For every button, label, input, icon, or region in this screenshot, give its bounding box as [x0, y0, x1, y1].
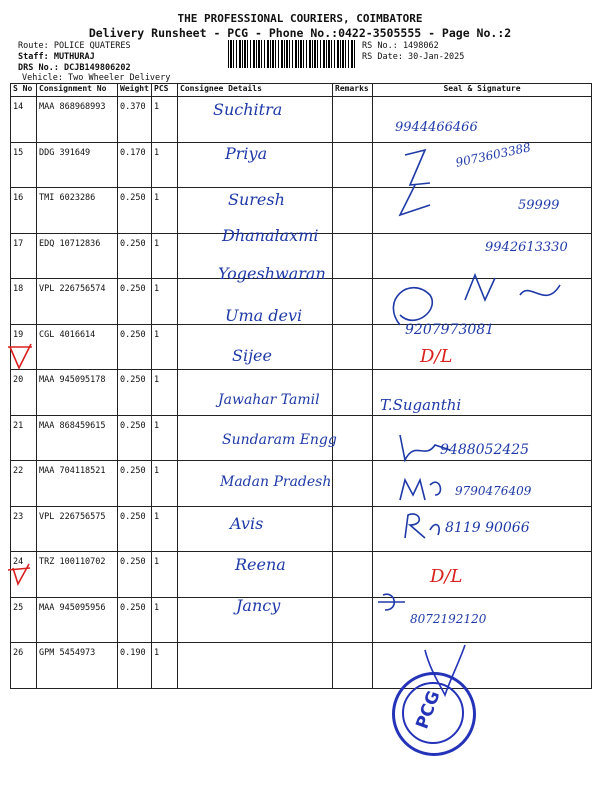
row-remarks	[333, 233, 373, 279]
row-sno: 17	[11, 233, 37, 279]
row-weight: 0.250	[118, 188, 152, 234]
row-consignment: TMI 6023286	[37, 188, 118, 234]
row-remarks	[333, 597, 373, 643]
handwritten-name: Reena	[235, 555, 286, 574]
row-sno: 14	[11, 97, 37, 143]
row-remarks	[333, 643, 373, 689]
col-weight: Weight	[118, 84, 152, 97]
handwritten-name: Avis	[230, 514, 264, 533]
row-consignment: MAA 945095178	[37, 370, 118, 416]
row-weight: 0.250	[118, 415, 152, 461]
row-consignment: MAA 945095956	[37, 597, 118, 643]
row-pcs: 1	[152, 142, 178, 188]
row-consignment: MAA 704118521	[37, 461, 118, 507]
handwritten-name: Suresh	[228, 190, 285, 209]
row-consignment: VPL 226756575	[37, 506, 118, 552]
row-weight: 0.250	[118, 279, 152, 325]
handwritten-signature: 9944466466	[395, 120, 478, 135]
row-consignment: EDQ 10712836	[37, 233, 118, 279]
row-sno: 21	[11, 415, 37, 461]
table-row	[11, 597, 592, 643]
handwritten-name: Madan Pradesh	[220, 474, 332, 490]
vehicle-line: Vehicle: Two Wheeler Delivery	[22, 73, 171, 83]
row-consignment: GPM 5454973	[37, 643, 118, 689]
row-pcs: 1	[152, 279, 178, 325]
row-remarks	[333, 552, 373, 598]
tick-mark-icon	[5, 562, 35, 587]
row-consignment: CGL 4016614	[37, 324, 118, 370]
row-consignment: MAA 868459615	[37, 415, 118, 461]
handwritten-name: Priya	[225, 144, 268, 163]
handwritten-signature: 9942613330	[485, 240, 568, 255]
row-pcs: 1	[152, 370, 178, 416]
row-signature	[373, 643, 592, 689]
table-row	[11, 552, 592, 598]
row-weight: 0.250	[118, 552, 152, 598]
col-seal-signature: Seal & Signature	[373, 84, 592, 97]
handwritten-name: Sundaram Engg	[222, 432, 337, 448]
row-remarks	[333, 142, 373, 188]
drs-line: DRS No.: DCJB149806202	[18, 63, 131, 73]
row-sno: 19	[11, 324, 37, 370]
handwritten-signature: 9488052425	[440, 442, 530, 458]
col-sno: S No	[11, 84, 37, 97]
signature-scribble	[370, 270, 570, 345]
row-sno: 25	[11, 597, 37, 643]
row-sno: 15	[11, 142, 37, 188]
rs-date: RS Date: 30-Jan-2025	[362, 52, 465, 62]
handwritten-signature: D/L	[420, 346, 453, 367]
col-consignee: Consignee Details	[178, 84, 333, 97]
route-line: Route: POLICE QUATERES	[18, 41, 131, 51]
handwritten-signature: 59999	[518, 198, 560, 213]
handwritten-name: Yogeshwaran	[218, 264, 326, 283]
row-weight: 0.250	[118, 233, 152, 279]
row-weight: 0.250	[118, 370, 152, 416]
row-pcs: 1	[152, 461, 178, 507]
staff-line: Staff: MUTHURAJ	[18, 52, 95, 62]
signature-scribble	[390, 145, 460, 220]
row-consignment: MAA 868968993	[37, 97, 118, 143]
row-remarks	[333, 97, 373, 143]
row-weight: 0.250	[118, 597, 152, 643]
col-pcs: PCS	[152, 84, 178, 97]
signature-scribble	[395, 430, 455, 465]
handwritten-signature: 8119 90066	[445, 520, 530, 536]
signature-scribble	[395, 475, 455, 505]
row-weight: 0.190	[118, 643, 152, 689]
stamp-text: PCG	[412, 688, 445, 732]
handwritten-name: Jancy	[236, 596, 281, 615]
col-consignment: Consignment No	[37, 84, 118, 97]
row-weight: 0.170	[118, 142, 152, 188]
row-sno: 23	[11, 506, 37, 552]
row-sno: 16	[11, 188, 37, 234]
handwritten-signature: 9790476409	[455, 484, 532, 498]
row-sno: 20	[11, 370, 37, 416]
rs-number: RS No.: 1498062	[362, 41, 439, 51]
row-sno: 18	[11, 279, 37, 325]
runsheet-subtitle: Delivery Runsheet - PCG - Phone No.:0422-3505555 - Page No.:2	[88, 26, 512, 40]
tick-mark-icon	[5, 342, 35, 372]
row-weight: 0.250	[118, 324, 152, 370]
barcode	[228, 40, 356, 68]
row-pcs: 1	[152, 97, 178, 143]
row-sno: 22	[11, 461, 37, 507]
row-pcs: 1	[152, 188, 178, 234]
col-remarks: Remarks	[333, 84, 373, 97]
row-weight: 0.250	[118, 506, 152, 552]
row-weight: 0.370	[118, 97, 152, 143]
row-pcs: 1	[152, 415, 178, 461]
handwritten-signature: D/L	[430, 566, 463, 587]
row-pcs: 1	[152, 506, 178, 552]
row-sno: 26	[11, 643, 37, 689]
signature-scribble	[375, 590, 410, 615]
row-consignee	[178, 643, 333, 689]
row-remarks	[333, 279, 373, 325]
row-pcs: 1	[152, 324, 178, 370]
row-remarks	[333, 324, 373, 370]
row-weight: 0.250	[118, 461, 152, 507]
row-remarks	[333, 188, 373, 234]
table-row	[11, 97, 592, 143]
runsheet-table	[10, 83, 592, 689]
stamp-signature-scribble	[420, 640, 470, 700]
row-remarks	[333, 506, 373, 552]
handwritten-signature: 9073603388	[454, 140, 532, 170]
row-pcs: 1	[152, 597, 178, 643]
handwritten-name: Sijee	[232, 346, 272, 365]
company-title: THE PROFESSIONAL COURIERS, COIMBATORE	[177, 12, 423, 25]
row-consignment: TRZ 100110702	[37, 552, 118, 598]
handwritten-signature: T.Suganthi	[380, 396, 462, 414]
row-sno: 24	[11, 552, 37, 598]
row-consignment: VPL 226756574	[37, 279, 118, 325]
table-row	[11, 643, 592, 689]
row-consignment: DDG 391649	[37, 142, 118, 188]
handwritten-name: Uma devi	[225, 306, 303, 325]
row-pcs: 1	[152, 552, 178, 598]
handwritten-name: Dhanalaxmi	[222, 226, 319, 245]
handwritten-name: Jawahar Tamil	[218, 392, 320, 408]
handwritten-signature: 9207973081	[405, 322, 495, 338]
row-pcs: 1	[152, 233, 178, 279]
handwritten-name: Suchitra	[213, 100, 283, 119]
row-pcs: 1	[152, 643, 178, 689]
handwritten-signature: 8072192120	[410, 612, 487, 626]
signature-scribble	[400, 510, 445, 540]
table-header	[11, 84, 592, 97]
